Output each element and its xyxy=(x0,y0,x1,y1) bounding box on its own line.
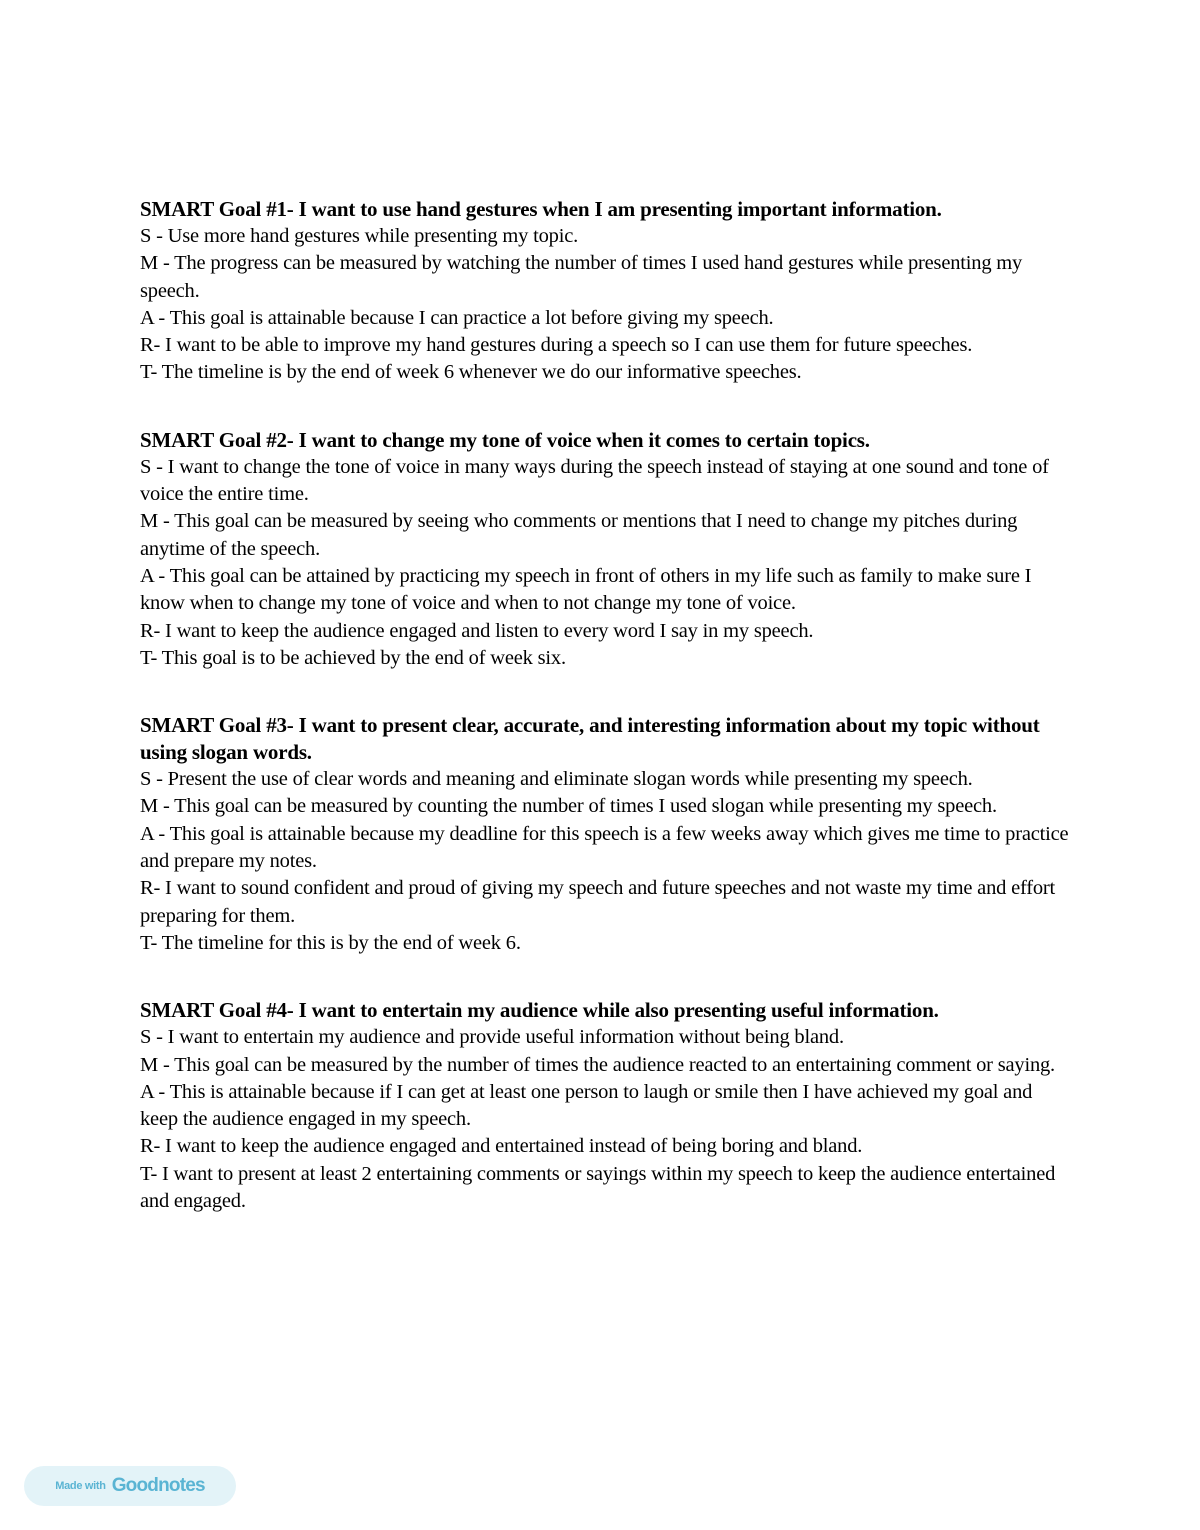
goal-line-timely: T- The timeline for this is by the end of week 6. xyxy=(140,931,521,954)
goal-title: SMART Goal #2- I want to change my tone of voice when it comes to certain topics. xyxy=(140,427,870,452)
smart-goal-4 xyxy=(140,997,1070,1215)
goal-line-specific: S - I want to entertain my audience and provide useful information without being bland. xyxy=(140,1026,844,1049)
goal-line-relevant: R- I want to keep the audience engaged and listen to every word I say in my speech. xyxy=(140,619,814,642)
goal-title: SMART Goal #1- I want to use hand gestures when I am presenting important information. xyxy=(140,197,942,221)
goal-line-timely: T- I want to present at least 2 entertaining comments or sayings within my speech to keep the audience entertained and engaged. xyxy=(140,1162,1056,1213)
goal-line-relevant: R- I want to keep the audience engaged and entertained instead of being boring and bland. xyxy=(140,1135,863,1158)
goal-line-attainable: A - This goal is attainable because I can practice a lot before giving my speech. xyxy=(140,306,774,329)
document-page xyxy=(140,196,1070,1215)
smart-goal-1 xyxy=(140,196,1070,387)
smart-goal-3 xyxy=(140,712,1070,957)
badge-prefix: Made with xyxy=(55,1480,106,1492)
goal-line-measurable: M - The progress can be measured by watching the number of times I used hand gestures while presenting my speech. xyxy=(140,252,1023,302)
goal-line-relevant: R- I want to sound confident and proud of giving my speech and future speeches and not waste my time and effort preparing for them. xyxy=(140,877,1056,927)
goal-line-measurable: M - This goal can be measured by the number of times the audience reacted to an entertaining comment or saying. xyxy=(140,1053,1055,1076)
goal-line-measurable: M - This goal can be measured by seeing who comments or mentions that I need to change my pitches during anytime of the speech. xyxy=(140,510,1018,560)
goal-line-measurable: M - This goal can be measured by counting the number of times I used slogan while presenting my speech. xyxy=(140,795,997,818)
goal-line-specific: S - Present the use of clear words and meaning and eliminate slogan words while presenting my speech. xyxy=(140,768,973,791)
goal-line-attainable: A - This is attainable because if I can get at least one person to laugh or smile then I have achieved my goal and keep the audience engaged in my speech. xyxy=(140,1080,1033,1131)
goal-line-attainable: A - This goal can be attained by practicing my speech in front of others in my life such as family to make sure I know when to change my tone of voice and when to not change my tone of voice. xyxy=(140,564,1032,615)
goal-line-specific: S - I want to change the tone of voice in many ways during the speech instead of staying at one sound and tone of voice the entire time. xyxy=(140,455,1049,506)
goal-line-timely: T- This goal is to be achieved by the end of week six. xyxy=(140,646,566,669)
goal-title: SMART Goal #4- I want to entertain my audience while also presenting useful information. xyxy=(140,998,939,1023)
goal-line-specific: S - Use more hand gestures while presenting my topic. xyxy=(140,225,579,247)
goal-line-relevant: R- I want to be able to improve my hand gestures during a speech so I can use them for future speeches. xyxy=(140,334,973,357)
goodnotes-logo: Goodnotes xyxy=(111,1475,205,1496)
goal-line-attainable: A - This goal is attainable because my deadline for this speech is a few weeks away which gives me time to practice and prepare my notes. xyxy=(140,822,1069,873)
made-with-goodnotes-badge[interactable] xyxy=(24,1466,236,1506)
goal-line-timely: T- The timeline is by the end of week 6 whenever we do our informative speeches. xyxy=(140,361,802,384)
smart-goal-2 xyxy=(140,427,1070,672)
goal-title: SMART Goal #3- I want to present clear, accurate, and interesting information about my topic without using slogan words. xyxy=(140,713,1040,765)
